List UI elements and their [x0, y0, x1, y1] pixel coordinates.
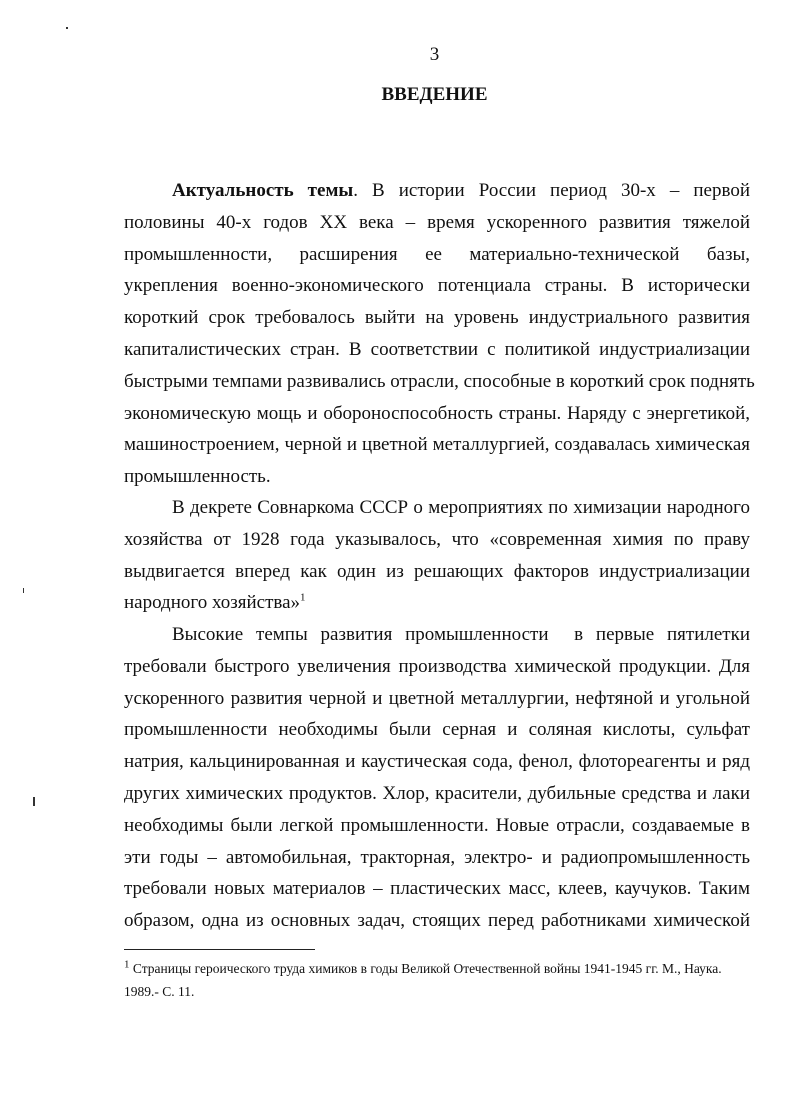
- text-line: половины 40-х годов XX века – время ускоренного развития тяжелой: [124, 211, 750, 233]
- footnote-line: $^1$ Страницы героического труда химиков в годы Великой Отечественной войны 1941-1945 гг. М., Наука.: [124, 958, 722, 976]
- paragraph-decree: [124, 492, 750, 619]
- footnote-line: 1989.- С. 11.: [124, 984, 195, 999]
- scan-speck: [23, 588, 24, 593]
- text-line: Высокие темпы развития промышленности в первые пятилетки: [172, 624, 750, 645]
- footnote-separator: [124, 949, 315, 950]
- relevance-term: Актуальность темы: [172, 180, 354, 201]
- footnote-reference: 1: [300, 592, 306, 605]
- text-line: промышленность.: [124, 466, 271, 488]
- text-line: необходимы были легкой промышленности. Новые отрасли, создаваемые в: [124, 814, 750, 836]
- text-line: образом, одна из основных задач, стоящих перед работниками химической: [124, 910, 750, 932]
- text-line: хозяйства от 1928 года указывалось, что «современная химия по праву: [124, 528, 750, 550]
- text-line: эти годы – автомобильная, тракторная, электро- и радиопромышленность: [124, 846, 750, 868]
- text-line: промышленности необходимы были серная и соляная кислоты, сульфат: [124, 719, 750, 741]
- text-line: укрепления военно-экономического потенциала страны. В исторически: [124, 275, 750, 297]
- page-number: 3: [429, 44, 440, 65]
- section-heading: ВВЕДЕНИЕ: [381, 84, 488, 105]
- text-line: требовали быстрого увеличения производства химической продукции. Для: [124, 655, 750, 677]
- paragraph-relevance: [124, 175, 755, 493]
- text-line: экономическую мощь и обороноспособность страны. Наряду с энергетикой,: [124, 402, 750, 424]
- text-line: быстрыми темпами развивались отрасли, способные в короткий срок поднять: [124, 370, 755, 392]
- text-line: ускоренного развития черной и цветной металлургии, нефтяной и угольной: [124, 687, 750, 709]
- text-line: Актуальность темы. В истории России период 30-х – первой: [172, 180, 750, 201]
- text-line: народного хозяйства»$^1$: [124, 592, 306, 614]
- text-line: В декрете Совнаркома СССР о мероприятиях по химизации народного: [172, 497, 750, 518]
- footnote: [124, 957, 752, 1003]
- text-line: машиностроением, черной и цветной металлургией, создавалась химическая: [124, 434, 750, 456]
- text-line: других химических продуктов. Хлор, красители, дубильные средства и лаки: [124, 782, 750, 804]
- text-line: требовали новых материалов – пластических масс, клеев, каучуков. Таким: [124, 878, 750, 900]
- paragraph-growth: [124, 619, 750, 937]
- text-line: выдвигается вперед как один из решающих факторов индустриализации: [124, 560, 750, 582]
- text-line: натрия, кальцинированная и каустическая сода, фенол, флотореагенты и ряд: [124, 751, 750, 773]
- text-line: промышленности, расширения ее материально-технической базы,: [124, 243, 750, 265]
- text-line: капиталистических стран. В соответствии с политикой индустриализации: [124, 338, 750, 360]
- footnote-mark: 1: [124, 958, 130, 971]
- scan-speck: [33, 797, 35, 806]
- text-line: короткий срок требовалось выйти на уровень индустриального развития: [124, 307, 750, 329]
- scan-speck: [66, 27, 68, 29]
